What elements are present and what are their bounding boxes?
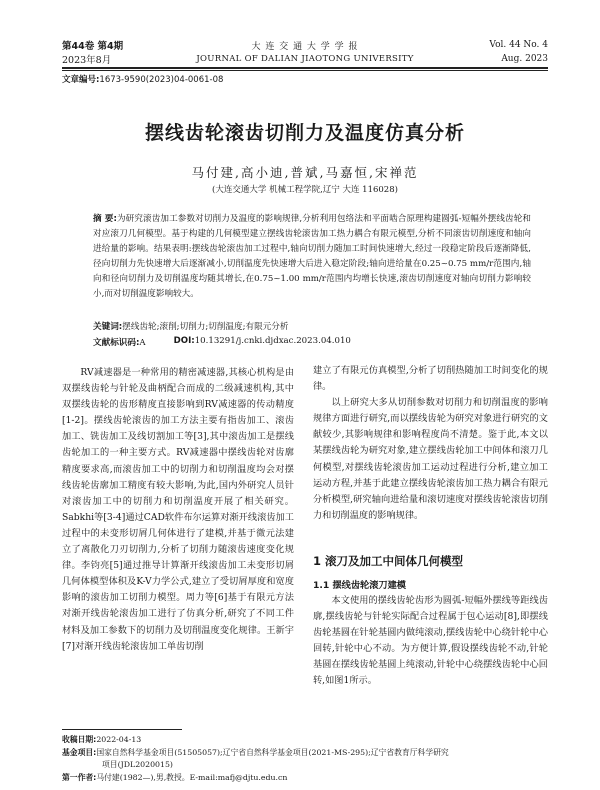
article-number (62, 73, 223, 85)
paper-title: 摆线齿轮滚齿切削力及温度仿真分析 (144, 122, 465, 144)
affiliation: (大连交通大学 机械工程学院,辽宁 大连 116028) (212, 185, 398, 195)
doc-code-value: A (139, 338, 146, 348)
paragraph: 建立了有限元仿真模型,分析了切削热随加工时间变化的规律。 (313, 365, 548, 393)
journal-title-en: JOURNAL OF DALIAN JIAOTONG UNIVERSITY (196, 54, 414, 64)
body-right-column-top (313, 363, 548, 524)
paragraph: RV减速器是一种常用的精密减速器,其核心机构是由双摆线齿轮与针轮及曲柄配合而成的二级减速机构,其中双摆线齿轮的齿形精度直接影响到RV减速器的传动精度[1-2]。摆线齿轮滚齿的加工方法主要有指齿加工、滚齿加工、铣齿加工及线切割加工等[3],其中滚齿加工是摆线齿轮加工的一种主要方式。RV减速器中摆线齿轮对齿廓精度要求高,而滚齿加工中的切削力和切削温度均会对摆线齿轮齿廓加工精度有较大影响,为此,国内外研究人员针对滚齿加工中的切削力和切削温度开展了相关研究。Sabkhi等[3-4]通过CAD软件布尔运算对渐开线滚齿加工过程中的未变形切屑几何体进行了建模,并基于微元法建立了离散化刀刃切削力,分析了切削力随滚齿速度变化规律。李钧亮[5]通过推导计算渐开线滚齿加工未变形切屑几何体模型体积及K-V力学公式,建立了受切屑厚度和宽度影响的滚齿加工切削力模型。周力等[6]基于有限元方法对渐开线齿轮滚齿加工进行了仿真分析,研究了不同工件材料及加工参数下的切削力及切削温度变化规律。王新宇[7]对渐开线齿轮滚齿加工单齿切削 (62, 367, 294, 652)
keywords-label: 关键词: (93, 322, 123, 332)
classification-codes (93, 336, 531, 348)
author-label: 第一作者: (62, 772, 97, 782)
fund-label: 基金项目: (62, 747, 97, 757)
keywords (93, 320, 531, 332)
fund-text: 国家自然科学基金项目(51505057);辽宁省自然科学基金项目(2021-MS-295);辽宁省教育厅科学研究 (96, 747, 449, 757)
abstract (93, 212, 531, 302)
section-heading: 1 滚刀及加工中间体几何模型 (313, 554, 464, 568)
authors: 马付建,高小迪,普斌,马嘉恒,宋禅范 (191, 165, 419, 180)
footnotes (62, 734, 548, 784)
fund-text-continued: 项目(JDL2020015) (102, 760, 173, 769)
keywords-text: 摆线齿轮;滚削;切削力;切削温度;有限元分析 (122, 322, 289, 332)
volume-cn: 第44卷 第4期 (62, 41, 124, 52)
author-text: 马付建(1982—),男,教授。E-mail:mafj@djtu.edu.cn (96, 772, 288, 782)
body-left-column (62, 365, 294, 655)
received-date: 2022-04-13 (96, 735, 142, 744)
received-label: 收稿日期: (62, 735, 97, 744)
doc-code-label: 文献标识码: (93, 338, 140, 348)
paragraph: 本文使用的摆线齿轮齿形为圆弧-短幅外摆线等距线齿廓,摆线齿轮与针轮实际配合过程属于包心运动[8],即摆线齿轮基圆在针轮基圆内做纯滚动,摆线齿轮中心绕针轮中心回转,针轮中心不动。为方便计算,假设摆线齿轮不动,针轮基圆在摆线齿轮基圆上纯滚动,针轮中心绕摆线齿轮中心回转,如图1所示。 (313, 595, 548, 687)
header-rule (62, 67, 548, 69)
doi-label: DOI: (173, 336, 195, 346)
journal-title-cn: 大 连 交 通 大 学 学 报 (251, 41, 359, 52)
doi-value: 10.13291/j.cnki.djdxac.2023.04.010 (194, 336, 351, 346)
article-number-label: 文章编号: (62, 75, 100, 85)
footnote-rule (62, 729, 182, 730)
abstract-label: 摘 要: (93, 214, 117, 224)
article-number-value: 1673-9590(2023)04-0061-08 (99, 75, 224, 85)
date-cn: 2023年8月 (62, 55, 112, 66)
paragraph: 以上研究大多从切削参数对切削力和切削温度的影响规律方面进行研究,而以摆线齿轮为研究对象进行研究的文献较少,其影响规律和影响程度尚不清楚。鉴于此,本文以某摆线齿轮为研究对象,建立摆线齿轮加工中间体和滚刀几何模型,对摆线齿轮滚齿加工运动过程进行分析,建立加工运动方程,并基于此建立摆线齿轮滚齿加工热力耦合有限元分析模型,研究轴向进给量和滚切速度对摆线齿轮滚齿切削力和切削温度的影响规律。 (313, 397, 548, 521)
running-header (62, 38, 548, 66)
body-right-column-bottom (313, 593, 548, 690)
volume-en: Vol. 44 No. 4 (489, 40, 548, 50)
header-rule-thin (62, 70, 548, 71)
date-en: Aug. 2023 (501, 54, 548, 64)
subsection-heading: 1.1 摆线齿轮滚刀建模 (313, 580, 406, 591)
abstract-text: 为研究滚齿加工参数对切削力及温度的影响规律,分析利用包络法和平面啮合原理构建圆弧-短幅外摆线齿轮和对应滚刀几何模型。基于构建的几何模型建立摆线齿轮滚齿加工热力耦合有限元模型,分析不同滚齿切削速度和轴向进给量的影响。结果表明:摆线齿轮滚齿加工过程中,轴向切削力随加工时间快速增大,经过一段稳定阶段后逐渐降低,径向切削力先快速增大后逐渐减小,切削温度先快速增大后进入稳定阶段;轴向进给量在0.25~0.75 mm/r范围内,轴向和径向切削力及切削温度均随其增长,在0.75~1.00 mm/r范围内均增长快速,滚齿切削速度对轴向切削力影响较小,而对切削温度影响较大。 (93, 214, 531, 299)
